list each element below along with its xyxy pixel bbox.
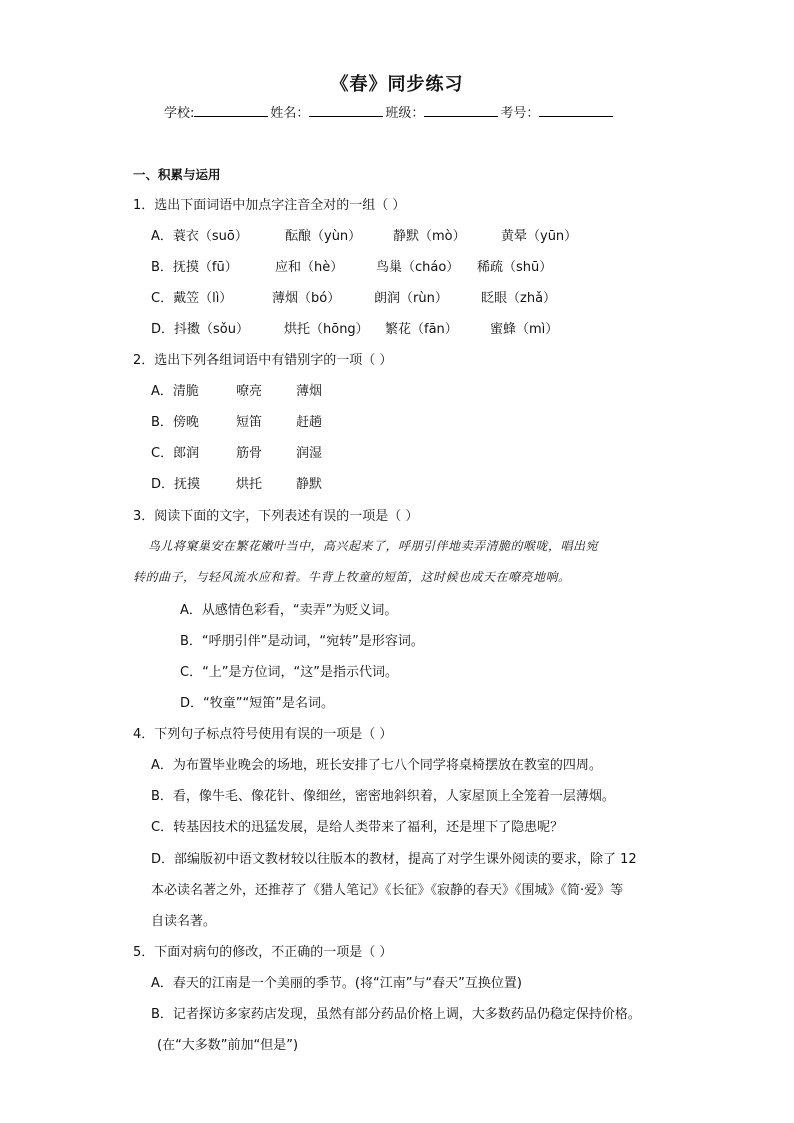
q2-option-d: 烘托 (236, 477, 263, 492)
q4-option-d: D．部编版初中语文教材较以往版本的教材，提高了对学生课外阅读的要求，除了 12 (151, 852, 637, 867)
q3-option-c: C．“上”是方位词，“这”是指示代词。 (180, 665, 399, 680)
q1-option-c: 眨眼（zhǎ） (481, 291, 557, 306)
q2-option-a: A．清脆 (151, 384, 199, 399)
q2-option-a: 嘹亮 (236, 384, 263, 399)
q1-option-b: 应和（hè） (275, 260, 344, 275)
q4-option-b: B．看，像牛毛、像花针、像细丝，密密地斜织着，人家屋顶上全笼着一层薄烟。 (151, 789, 615, 804)
q2-option-d: D．抚摸 (151, 477, 201, 492)
q5-option-a: A．春天的江南是一个美丽的季节。(将“江南”与“春天”互换位置) (151, 976, 522, 991)
q1-option-a: A．蓑衣（suō） (151, 229, 248, 244)
q3-passage-line: 转的曲子，与轻风流水应和着。牛背上牧童的短笛，这时候也成天在嘹亮地响。 (133, 570, 571, 584)
q1-option-c: 朗润（rùn） (374, 291, 448, 306)
q1-option-c: C．戴笠（lì） (151, 291, 233, 306)
q4-option-a: A．为布置毕业晚会的场地，班长安排了七八个同学将桌椅摆放在教室的四周。 (151, 758, 602, 773)
question-5-stem: 5．下面对病句的修改，不正确的一项是（ ） (133, 945, 393, 960)
q5-option-b: B．记者探访多家药店发现，虽然有部分药品价格上调，大多数药品仍稳定保持价格。 (151, 1007, 641, 1022)
q5-option-b-cont: (在“大多数”前加“但是”) (157, 1038, 299, 1053)
q1-option-d: 繁花（fān） (385, 322, 458, 337)
q4-option-d-cont: 自读名著。 (151, 914, 217, 929)
question-1-stem: 1．选出下面词语中加点字注音全对的一组（ ） (133, 198, 406, 213)
q2-option-b: B．傍晚 (151, 415, 199, 430)
q2-option-c: 筋骨 (236, 446, 263, 461)
question-3-stem: 3．阅读下面的文字，下列表述有误的一项是（ ） (133, 509, 419, 524)
question-2-stem: 2．选出下列各组词语中有错别字的一项（ ） (133, 353, 393, 368)
q3-option-a: A．从感情色彩看，“卖弄”为贬义词。 (180, 603, 398, 618)
name-field[interactable] (309, 102, 383, 117)
school-field[interactable] (194, 102, 268, 117)
q2-option-b: 赶趟 (296, 415, 323, 430)
q1-option-a: 黄晕（yūn） (501, 229, 578, 244)
q1-option-a: 静默（mò） (393, 229, 466, 244)
student-info-row (164, 102, 615, 121)
class-label: 班级： (385, 106, 425, 121)
q3-option-d: D．“牧童”“短笛”是名词。 (180, 696, 334, 711)
q1-option-d: 蜜蜂（mì） (490, 322, 559, 337)
q2-option-c: 润湿 (296, 446, 323, 461)
q2-option-c: C．郎润 (151, 446, 200, 461)
q1-option-d: 烘托（hōng） (284, 322, 369, 337)
q4-option-d-cont: 本必读名著之外，还推荐了《猎人笔记》《长征》《寂静的春天》《围城》《简·爱》等 (151, 883, 624, 898)
q1-option-a: 酝酿（yùn） (285, 229, 362, 244)
q3-passage-line: 鸟儿将窠巢安在繁花嫩叶当中，高兴起来了，呼朋引伴地卖弄清脆的喉咙，唱出宛 (148, 539, 599, 553)
q1-option-b: B．抚摸（fū） (151, 260, 238, 275)
q1-option-c: 薄烟（bó） (272, 291, 341, 306)
exam-no-field[interactable] (539, 102, 613, 117)
exam-no-label: 考号： (500, 106, 540, 121)
page-title: 《春》同步练习 (330, 74, 464, 95)
q2-option-a: 薄烟 (296, 384, 323, 399)
q1-option-b: 稀疏（shū） (477, 260, 553, 275)
q4-option-c: C．转基因技术的迅猛发展，是给人类带来了福利，还是埋下了隐患呢？ (151, 820, 564, 835)
section-heading: 一、积累与运用 (133, 167, 221, 182)
class-field[interactable] (424, 102, 498, 117)
q1-option-d: D．抖擞（sǒu） (151, 322, 249, 337)
q2-option-d: 静默 (296, 477, 323, 492)
question-4-stem: 4．下列句子标点符号使用有误的一项是（ ） (133, 727, 393, 742)
name-label: 姓名： (270, 106, 310, 121)
q3-option-b: B．“呼朋引伴”是动词，“宛转”是形容词。 (180, 634, 424, 649)
school-label: 学校: (164, 106, 195, 121)
q1-option-b: 鸟巢（cháo） (376, 260, 460, 275)
q2-option-b: 短笛 (236, 415, 263, 430)
